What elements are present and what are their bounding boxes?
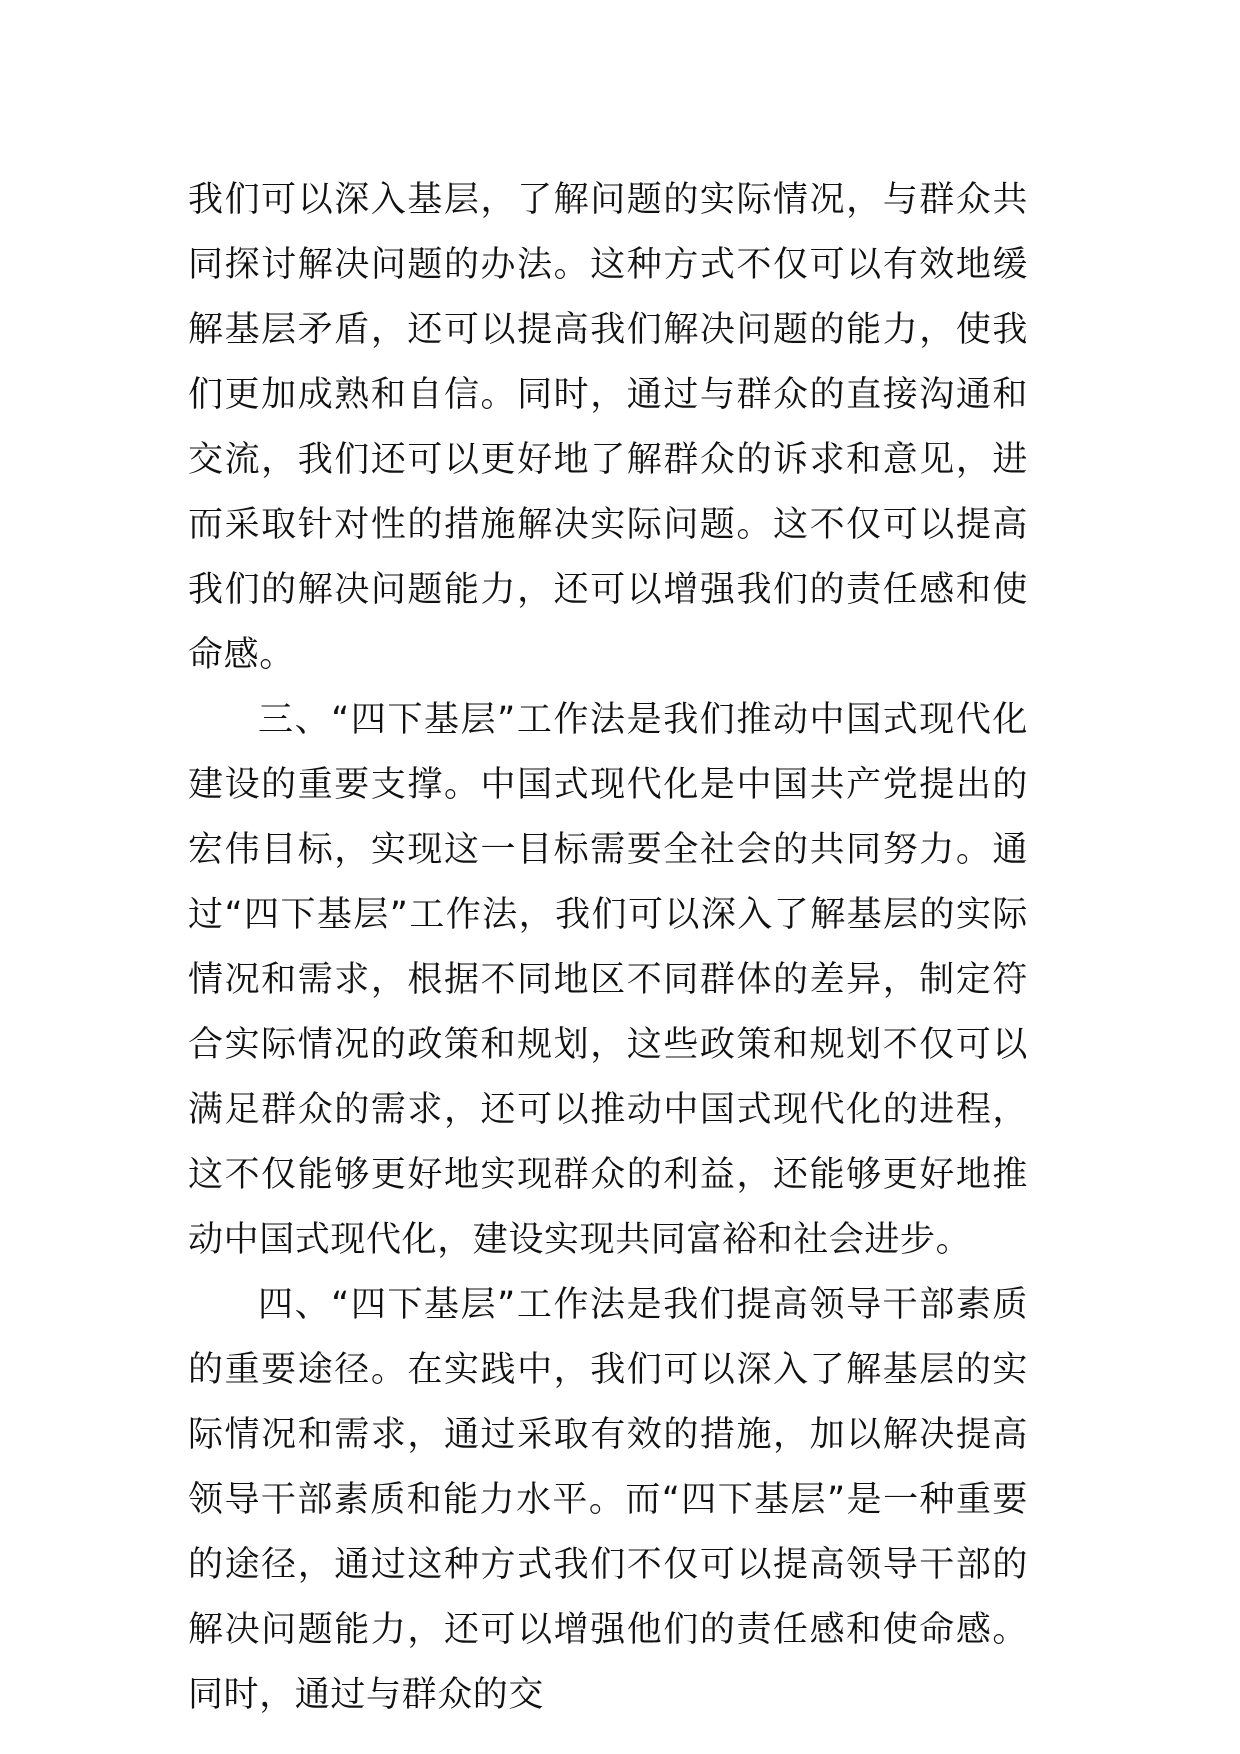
paragraph-3: 四、“四下基层”工作法是我们提高领导干部素质的重要途径。在实践中，我们可以深入了解基层的实际情况和需求，通过采取有效的措施，加以解决提高领导干部素质和能力水平。而“四下基层”是一种重要的途径，通过这种方式我们不仅可以提高领导干部的解决问题能力，还可以增强他们的责任感和使命感。同时，通过与群众的交 (188, 1285, 1028, 1715)
document-body (188, 168, 1028, 1728)
paragraph-1: 我们可以深入基层，了解问题的实际情况，与群众共同探讨解决问题的办法。这种方式不仅可以有效地缓解基层矛盾，还可以提高我们解决问题的能力，使我们更加成熟和自信。同时，通过与群众的直接沟通和交流，我们还可以更好地了解群众的诉求和意见，进而采取针对性的措施解决实际问题。这不仅可以提高我们的解决问题能力，还可以增强我们的责任感和使命感。 (188, 180, 1028, 675)
paragraph-2: 三、“四下基层”工作法是我们推动中国式现代化建设的重要支撑。中国式现代化是中国共产党提出的宏伟目标，实现这一目标需要全社会的共同努力。通过“四下基层”工作法，我们可以深入了解基层的实际情况和需求，根据不同地区不同群体的差异，制定符合实际情况的政策和规划，这些政策和规划不仅可以满足群众的需求，还可以推动中国式现代化的进程，这不仅能够更好地实现群众的利益，还能够更好地推动中国式现代化，建设实现共同富裕和社会进步。 (188, 700, 1028, 1260)
